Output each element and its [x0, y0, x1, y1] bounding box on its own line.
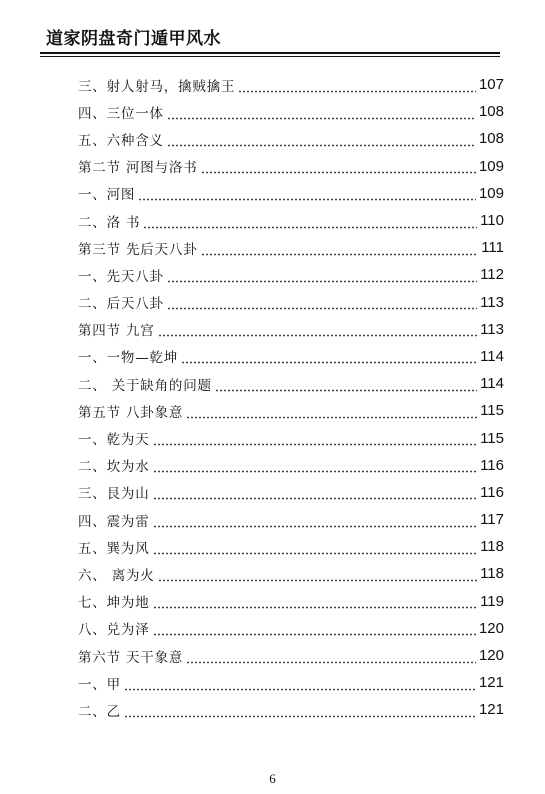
toc-entry-page: 112 [480, 266, 504, 284]
toc-entry-page: 115 [480, 429, 504, 447]
toc-entry [78, 234, 504, 261]
toc-entry [78, 696, 504, 723]
running-header [40, 24, 500, 54]
dot-leader [167, 267, 477, 283]
toc-entry [78, 588, 504, 615]
toc-entry-title: 五、六种含义 [78, 132, 164, 149]
toc-entry [78, 153, 504, 180]
toc-entry-page: 120 [478, 647, 504, 665]
dot-leader [167, 104, 476, 120]
page-number: 6 [269, 771, 276, 786]
dot-leader [186, 403, 477, 419]
toc-entry-page: 115 [480, 402, 504, 420]
toc-entry-title: 八、兑为泽 [78, 622, 150, 639]
toc-entry [78, 289, 504, 316]
toc-entry-title: 四、震为雷 [78, 513, 150, 530]
toc-entry [78, 343, 504, 370]
toc-entry-page: 114 [480, 347, 504, 365]
toc-entry [78, 370, 504, 397]
toc-entry-title: 四、三位一体 [78, 105, 164, 122]
dot-leader [138, 185, 476, 201]
dot-leader [153, 484, 478, 500]
toc-entry [78, 452, 504, 479]
toc-entry-page: 119 [480, 592, 504, 610]
toc-entry-title: 二、 关于缺角的问题 [78, 377, 212, 394]
toc-entry [78, 397, 504, 424]
toc-entry-page: 114 [480, 375, 504, 393]
toc-entry-page: 109 [478, 157, 504, 175]
toc-entry [78, 316, 504, 343]
toc-entry [78, 615, 504, 642]
toc-entry [78, 125, 504, 152]
toc-entry-title: 三、艮为山 [78, 486, 150, 503]
toc-entry-title: 二、后天八卦 [78, 296, 164, 313]
toc-entry [78, 560, 504, 587]
dot-leader [153, 457, 478, 473]
dot-leader [153, 512, 478, 528]
toc-entry-page: 107 [478, 76, 504, 94]
toc-entry [78, 261, 504, 288]
toc-entry [78, 506, 504, 533]
header-rule-thin [40, 56, 500, 57]
dot-leader [201, 240, 479, 256]
toc-entry-title: 三、射人射马，擒贼擒王 [78, 78, 236, 95]
toc-entry-page: 116 [480, 456, 504, 474]
toc-entry [78, 71, 504, 98]
toc-entry [78, 98, 504, 125]
dot-leader [124, 702, 476, 718]
toc-entry-page: 109 [478, 184, 504, 202]
toc-entry-title: 第四节 九宫 [78, 323, 155, 340]
toc-entry-title: 一、一物—乾坤 [78, 350, 179, 367]
toc-entry-page: 121 [478, 701, 504, 719]
toc-entry [78, 424, 504, 451]
dot-leader [215, 376, 477, 392]
toc-entry-title: 七、坤为地 [78, 595, 150, 612]
dot-leader [158, 566, 477, 582]
toc-entry-title: 第二节 河图与洛书 [78, 160, 198, 177]
dot-leader [124, 675, 476, 691]
toc-entry [78, 207, 504, 234]
toc-entry [78, 533, 504, 560]
toc-entry [78, 479, 504, 506]
toc-entry [78, 669, 504, 696]
toc-entry-page: 116 [480, 483, 504, 501]
toc-entry-title: 二、洛 书 [78, 214, 141, 231]
book-title: 道家阴盘奇门遁甲风水 [46, 29, 221, 49]
toc-entry-page: 110 [480, 212, 504, 230]
dot-leader [186, 648, 476, 664]
toc-entry-page: 113 [480, 320, 504, 338]
toc-entry-page: 120 [478, 619, 504, 637]
dot-leader [167, 294, 477, 310]
toc-entry-title: 二、坎为水 [78, 459, 150, 476]
toc-entry-title: 第三节 先后天八卦 [78, 241, 198, 258]
toc-entry-title: 一、先天八卦 [78, 268, 164, 285]
toc-entry-page: 111 [481, 239, 504, 257]
toc-entry-page: 108 [478, 103, 504, 121]
toc-entry-title: 第六节 天干象意 [78, 649, 184, 666]
dot-leader [153, 593, 478, 609]
toc-entry [78, 180, 504, 207]
toc-entry [78, 642, 504, 669]
dot-leader [167, 131, 476, 147]
toc-entry-page: 121 [478, 674, 504, 692]
dot-leader [143, 213, 477, 229]
toc-entry-page: 108 [478, 130, 504, 148]
toc-entry-title: 一、河图 [78, 187, 136, 204]
toc-entry-title: 五、巽为风 [78, 540, 150, 557]
dot-leader [238, 77, 476, 93]
toc-entry-page: 118 [480, 565, 504, 583]
toc-entry-title: 六、 离为火 [78, 567, 155, 584]
dot-leader [158, 321, 477, 337]
dot-leader [153, 539, 478, 555]
toc-entry-page: 113 [480, 293, 504, 311]
toc-entry-page: 118 [480, 538, 504, 556]
dot-leader [153, 430, 478, 446]
toc-entry-page: 117 [480, 511, 504, 529]
toc-entry-title: 一、甲 [78, 676, 121, 693]
header-rule-thick [40, 52, 500, 54]
dot-leader [181, 348, 477, 364]
toc-entry-title: 二、乙 [78, 703, 121, 720]
dot-leader [153, 620, 476, 636]
toc-entry-title: 一、乾为天 [78, 432, 150, 449]
toc-entry-title: 第五节 八卦象意 [78, 404, 184, 421]
dot-leader [201, 158, 476, 174]
table-of-contents [78, 71, 504, 724]
